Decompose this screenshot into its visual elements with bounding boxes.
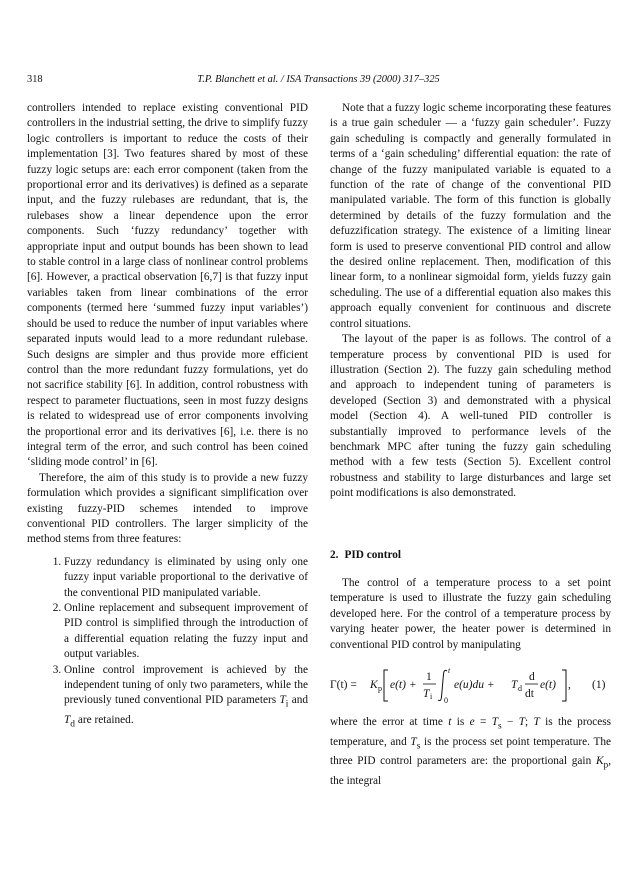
subscript: p <box>603 760 609 771</box>
section-title: PID control <box>344 548 402 561</box>
feature-list <box>27 555 308 733</box>
list-item-text: Online replacement and subsequent improvement of PID control is simplified through the introduction of a differential equation relating the fuzzy input and output variables. <box>64 602 308 661</box>
symbol-T: T <box>64 714 71 727</box>
derivative-denominator: dt <box>525 688 534 700</box>
subscript: d <box>518 684 522 693</box>
symbol-T: T <box>491 716 499 728</box>
paragraph: Note that a fuzzy logic scheme incorporating these features is a true gain scheduler — a ‘fuzzy gain scheduler’. Fuzzy gain scheduling is compactly and generally formulated in terms of a ‘gain scheduling’ differential equation: the rate of change of the fuzzy manipulated variable is equated to a function of the rate of change of the conventional PID manipulated variable. The form of this function is globally determined by details of the fuzzy formulation and the defuzzification strategy. The existence of a limiting linear form is used to preserve conventional PID control and allow the desired online replacement. Then, modification of this linear form, to a nonlinear sigmoidal form, yields fuzzy gain scheduling. The use of a differential equation also makes this approach equally convenient for continuous and discrete control situations. <box>330 102 611 330</box>
list-item-text: Online control improvement is achieved by the independent tuning of only two parameters, while the previously tuned conventional PID parameters <box>64 663 308 707</box>
symbol-K: K <box>595 755 604 768</box>
subscript: d <box>70 719 75 730</box>
integral-upper: t <box>448 666 451 675</box>
right-column <box>330 101 611 789</box>
paragraph: where the error at time t is $e = T_s - T$; T is the process temperature, and $T_s$ is the process set point temperature. The three PID control parameters are: the proportional gain $K_p$, the integral <box>330 716 612 787</box>
symbol-T: T <box>279 694 286 707</box>
list-item <box>64 663 308 733</box>
equation-1 <box>330 659 611 711</box>
paragraph: The control of a temperature process to a set point temperature is used to illustrate the fuzzy gain scheduling developed here. For the control of a temperature process by varying heater power, the heater power is determined in conventional PID control by manipulating <box>330 576 611 651</box>
equation-number: (1) <box>592 679 606 691</box>
fraction-numerator: 1 <box>426 671 432 683</box>
paragraph: The layout of the paper is as follows. The control of a temperature process by conventional PID is used for illustration (Section 2). The fuzzy gain scheduling method and approach to independent tuning of parameters is developed (Section 3) and demonstrated with a physical model (Section 4). A well-tuned PID controller is substantially improved to performance levels of the benchmark MPC after tuning the fuzzy gain scheduling method with a few tests (Section 5). Excellent control robustness and stability to large disturbances and large set point modifications is also demonstrated. <box>330 333 611 500</box>
list-item <box>64 601 308 663</box>
symbol-t: t <box>448 716 452 728</box>
subscript: s <box>498 721 502 732</box>
subscript: i <box>285 699 289 710</box>
list-item <box>64 555 308 601</box>
integrand: e(u)du + <box>454 679 495 691</box>
equation-term: e(t) + <box>390 679 417 691</box>
symbol-T: T <box>511 679 518 691</box>
conjunction: and <box>291 694 308 707</box>
paragraph: Therefore, the aim of this study is to provide a new fuzzy formulation which provides a significant simplification over existing fuzzy-PID schemes intended to improve conventional PID controllers. The larger simplicity of the method stems from three features: <box>27 471 308 546</box>
left-bracket <box>384 670 388 701</box>
left-column <box>27 101 308 733</box>
equation-lhs: Γ(t) = <box>330 679 357 691</box>
derivative-numerator: d <box>529 671 535 683</box>
list-item-text: Fuzzy redundancy is eliminated by using only one fuzzy input variable proportional to the derivative of the conventional PID manipulated variable. <box>64 555 308 599</box>
subscript: i <box>430 692 433 701</box>
symbol-T: T <box>410 735 417 748</box>
symbol-T: T <box>533 716 540 728</box>
equation-term: e(t) <box>540 679 556 691</box>
symbol-T: T <box>423 688 430 700</box>
integral-lower: 0 <box>444 696 448 705</box>
list-item-text: are retained. <box>77 714 134 727</box>
running-header <box>27 74 610 88</box>
subscript: s <box>416 740 421 751</box>
symbol-K: K <box>370 679 378 691</box>
section-heading <box>330 548 611 563</box>
symbol-T: T <box>518 716 526 728</box>
paragraph: controllers intended to replace existing conventional PID controllers in the industrial setting, the drive to simplify fuzzy logic controllers is important to reduce the costs of their implementation [3]. Two features shared by most of these fuzzy logic setups are: each error component (taken from the proportional error and its derivatives) is defined as a separate input, and the fuzzy rulebases are redundant, that is, the rulebases show a linear dependence upon the error components. Such ‘fuzzy redundancy’ together with appropriate input and output bounds has been shown to lead to stable control in a large class of nonlinear control problems [6]. However, a practical observation [6,7] is that fuzzy input variables taken from linear combinations of the error components (termed here ‘summed fuzzy input variables’) should be used to reduce the number of input variables where separated inputs would lead to a more redundant rulebase. Such designs are simpler and thus provide more efficient control than the more redundant fuzzy formulations, yet do not sacrifice stability [6]. In addition, control robustness with respect to parameter fluctuations, seen in most fuzzy designs is related to widespread use of error components involving the proportional error and its derivatives [6], i.e. there is no integral term of the error, and such control has been coined ‘sliding mode control’ in [6]. <box>27 102 308 469</box>
page-number: 318 <box>27 74 43 85</box>
section-number: 2. <box>330 548 339 561</box>
symbol-e: e <box>469 716 475 728</box>
right-bracket <box>562 670 566 701</box>
equation-tail: , <box>568 679 571 691</box>
running-title: T.P. Blanchett et al. / ISA Transactions 39 (2000) 317–325 <box>197 74 440 85</box>
subscript: p <box>378 684 382 693</box>
